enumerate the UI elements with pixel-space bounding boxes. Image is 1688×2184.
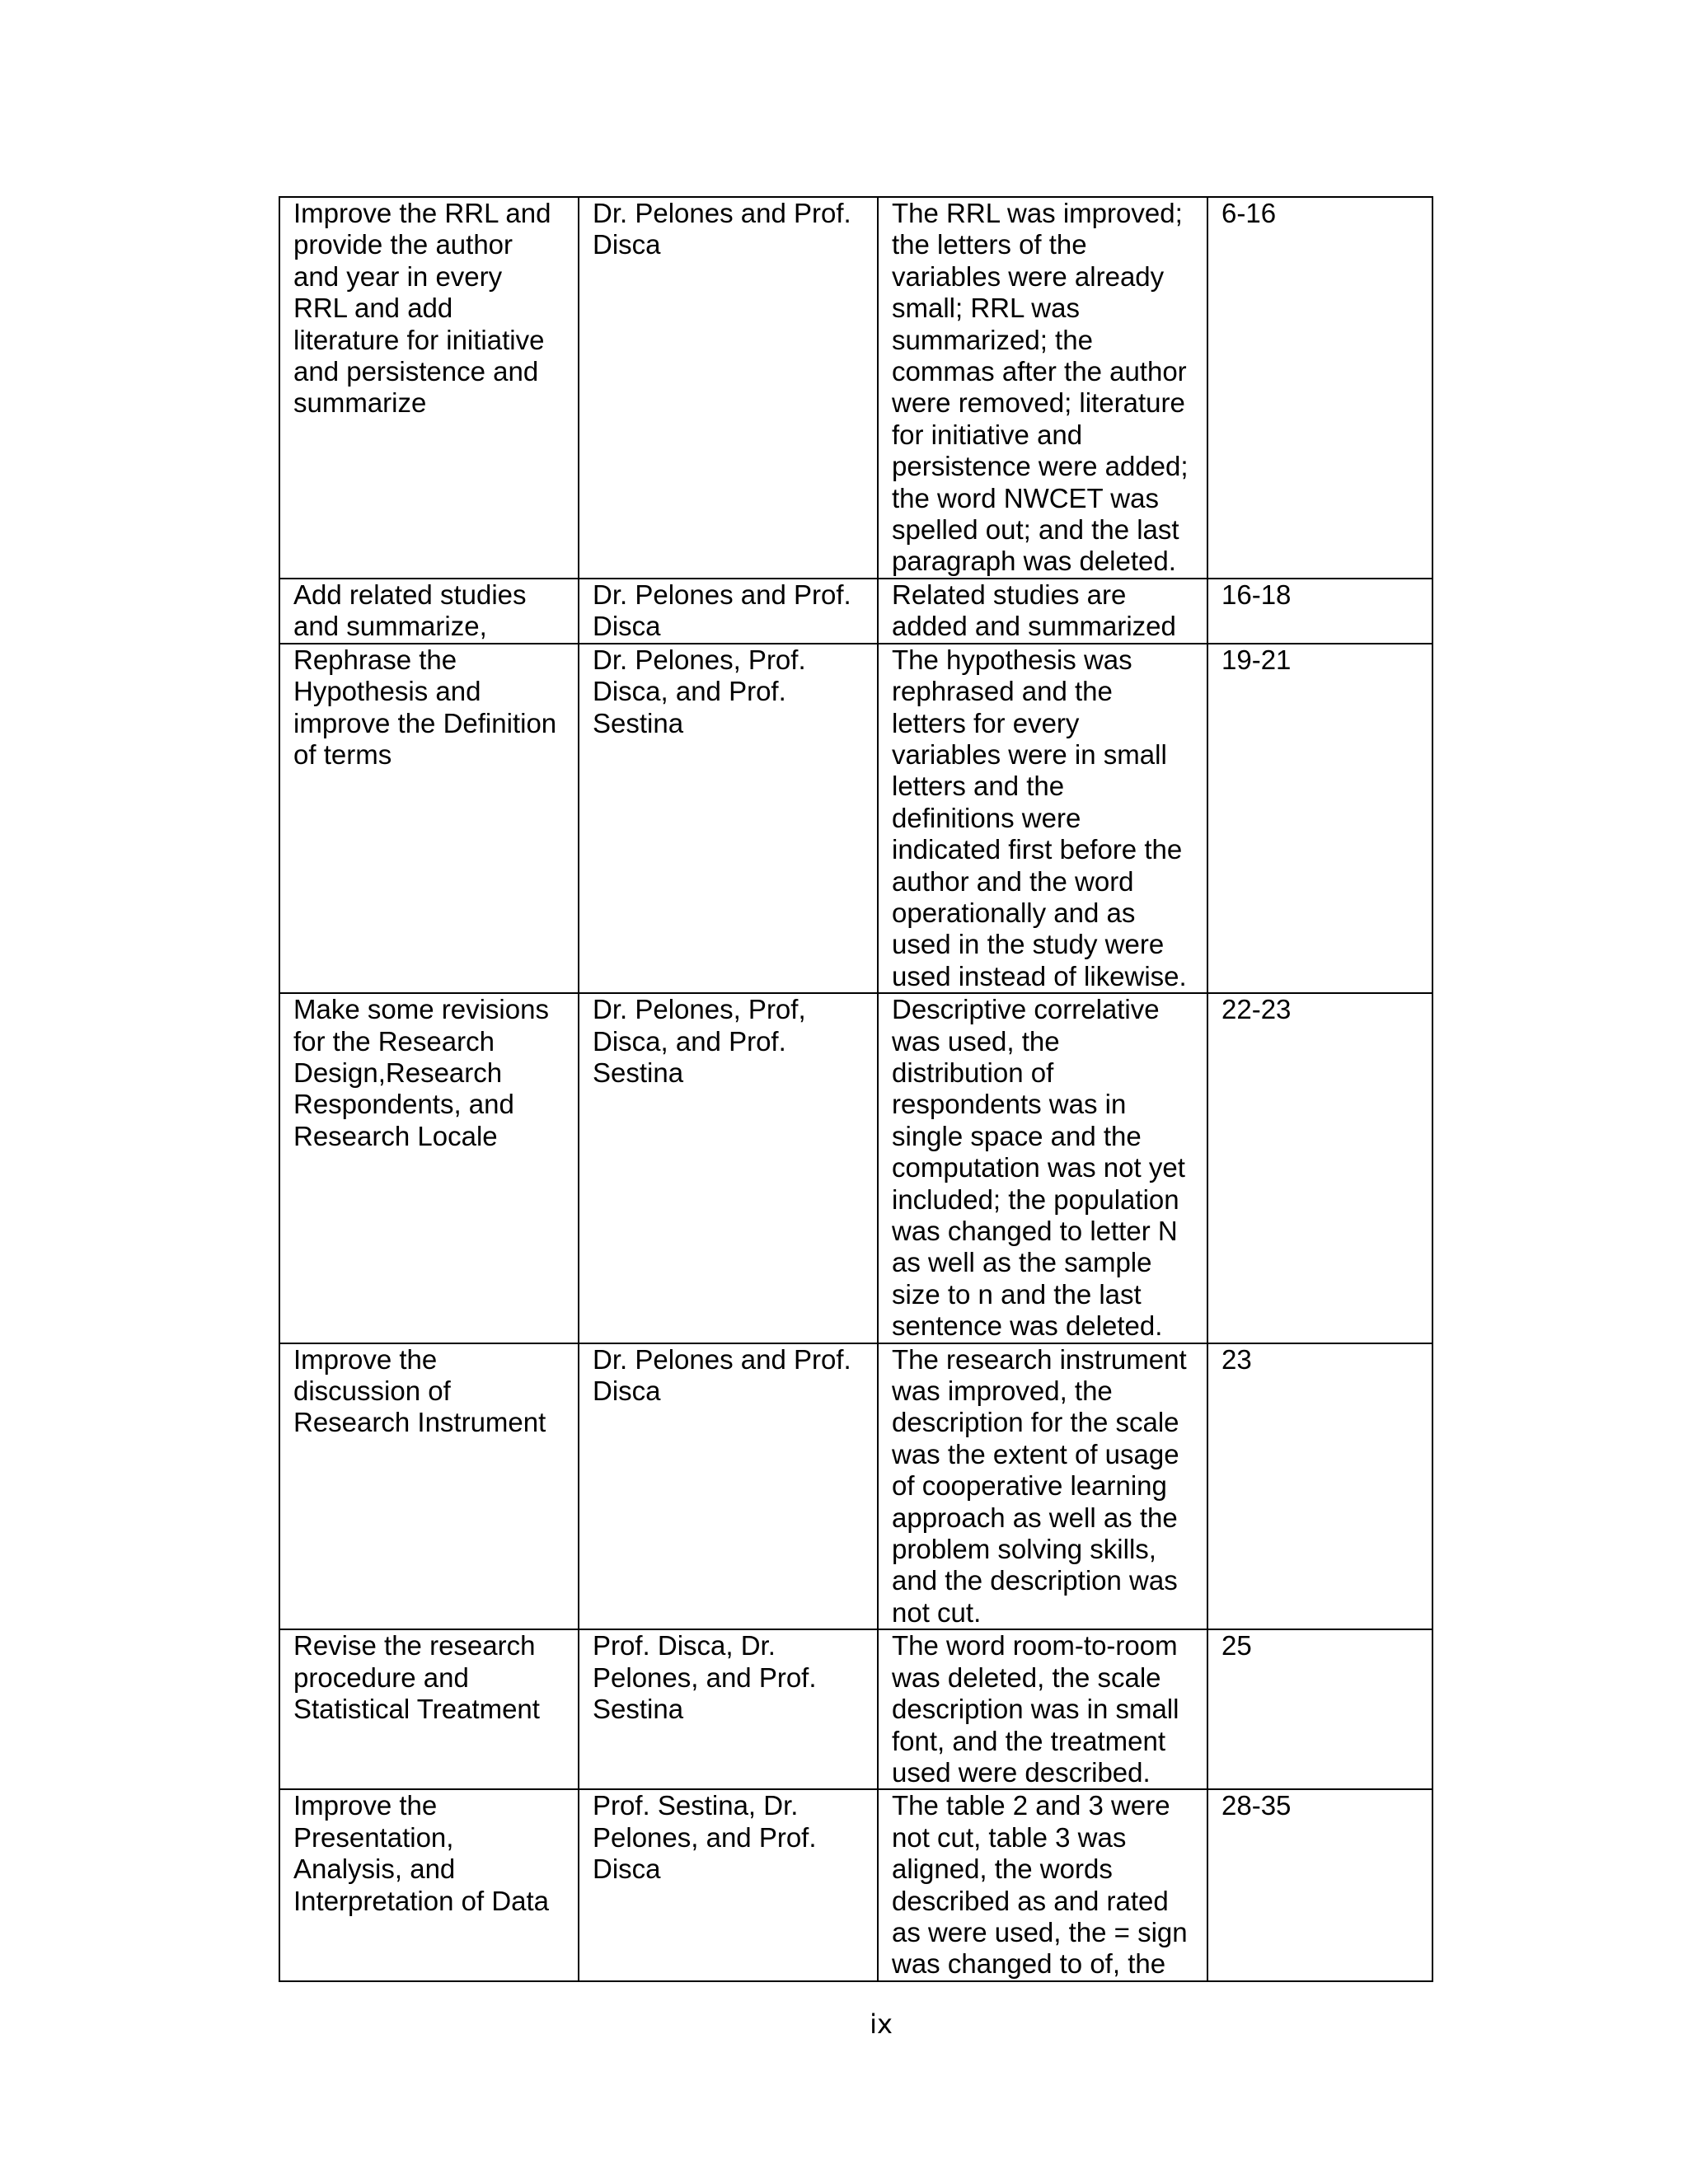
page-cell: 19-21 <box>1207 644 1432 993</box>
suggestion-cell: Improve the discussion of Research Instrument <box>279 1343 579 1630</box>
suggestion-cell: Improve the Presentation, Analysis, and Interpretation of Data <box>279 1789 579 1980</box>
revisions-table <box>279 196 1433 1982</box>
panel-member-cell: Prof. Disca, Dr. Pelones, and Prof. Sestina <box>579 1629 878 1789</box>
suggestion-cell: Rephrase the Hypothesis and improve the Definition of terms <box>279 644 579 993</box>
panel-member-cell: Dr. Pelones and Prof. Disca <box>579 197 878 579</box>
table-row <box>279 1343 1432 1630</box>
page-cell: 16-18 <box>1207 579 1432 644</box>
action-taken-cell: The hypothesis was rephrased and the letters for every variables were in small letters and the definitions were indicated first before the author and the word operationally and as used in the study were used instead of likewise. <box>878 644 1207 993</box>
action-taken-cell: Descriptive correlative was used, the distribution of respondents was in single space and the computation was not yet included; the population was changed to letter N as well as the sample size to n and the last sentence was deleted. <box>878 993 1207 1343</box>
table-row <box>279 993 1432 1343</box>
action-taken-cell: The RRL was improved; the letters of the variables were already small; RRL was summarized; the commas after the author were removed; literature for initiative and persistence were added; the word NWCET was spelled out; and the last paragraph was deleted. <box>878 197 1207 579</box>
panel-member-cell: Prof. Sestina, Dr. Pelones, and Prof. Disca <box>579 1789 878 1980</box>
action-taken-cell: The table 2 and 3 were not cut, table 3 was aligned, the words described as and rated as were used, the = sign was changed to of, the <box>878 1789 1207 1980</box>
suggestion-cell: Add related studies and summarize, <box>279 579 579 644</box>
table-row <box>279 197 1432 579</box>
panel-member-cell: Dr. Pelones, Prof, Disca, and Prof. Sestina <box>579 993 878 1343</box>
page-number: ix <box>870 2008 893 2040</box>
page-cell: 28-35 <box>1207 1789 1432 1980</box>
action-taken-cell: Related studies are added and summarized <box>878 579 1207 644</box>
action-taken-cell: The research instrument was improved, the description for the scale was the extent of usage of cooperative learning approach as well as the problem solving skills, and the description was not cut. <box>878 1343 1207 1630</box>
suggestion-cell: Make some revisions for the Research Design,Research Respondents, and Research Locale <box>279 993 579 1343</box>
panel-member-cell: Dr. Pelones and Prof. Disca <box>579 1343 878 1630</box>
table-row <box>279 1629 1432 1789</box>
action-taken-cell: The word room-to-room was deleted, the scale description was in small font, and the treatment used were described. <box>878 1629 1207 1789</box>
panel-member-cell: Dr. Pelones and Prof. Disca <box>579 579 878 644</box>
table-row <box>279 1789 1432 1980</box>
suggestion-cell: Improve the RRL and provide the author and year in every RRL and add literature for initiative and persistence and summarize <box>279 197 579 579</box>
page-cell: 6-16 <box>1207 197 1432 579</box>
page-cell: 25 <box>1207 1629 1432 1789</box>
page-cell: 23 <box>1207 1343 1432 1630</box>
suggestion-cell: Revise the research procedure and Statistical Treatment <box>279 1629 579 1789</box>
table-row <box>279 644 1432 993</box>
table-row <box>279 579 1432 644</box>
panel-member-cell: Dr. Pelones, Prof. Disca, and Prof. Sestina <box>579 644 878 993</box>
page-cell: 22-23 <box>1207 993 1432 1343</box>
